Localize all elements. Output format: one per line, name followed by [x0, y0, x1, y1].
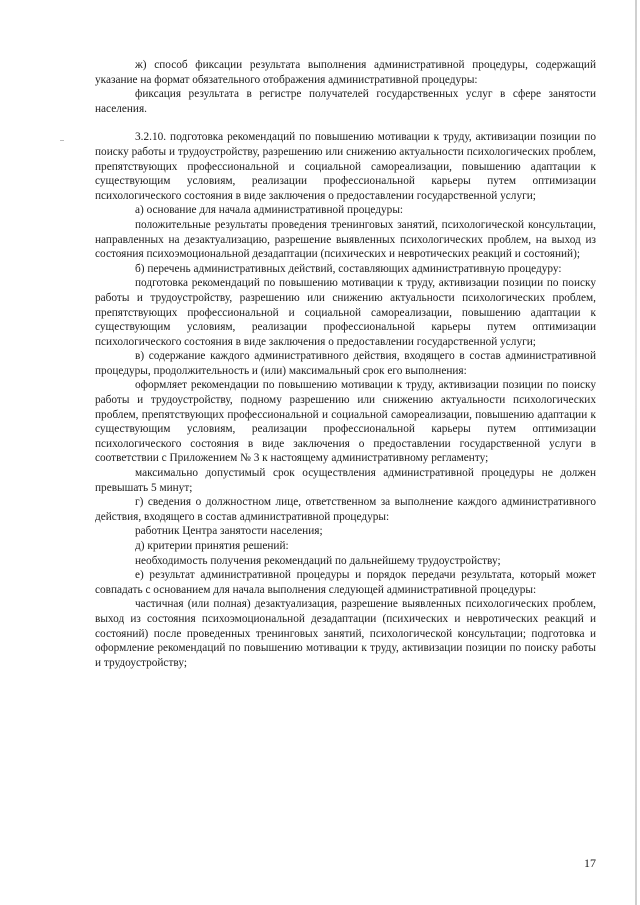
paragraph: е) результат административной процедуры и порядок передачи результата, который может совпадать с основанием для начала выполнения следующей административной процедуры:: [95, 569, 596, 596]
paragraph: максимально допустимый срок осуществления административной процедуры не должен превышать 5 минут;: [95, 467, 596, 494]
scan-edge: [635, 0, 637, 905]
paragraph: частичная (или полная) дезактуализация, разрешение выявленных психологических проблем, выход из состояния психоэмоциональной дезадаптации (психических и невротических реакций и состояний) после проведенных тренинговых занятий, психологической консультации; подготовка и оформление рекомендаций по повышению мотивации к труду, активизации позиции по поиску работы и трудоустройству;: [95, 598, 596, 669]
paragraph: д) критерии принятия решений:: [135, 540, 289, 552]
section-heading: 3.2.10. подготовка рекомендаций по повышению мотивации к труду, активизации позиции по поиску работы и трудоустройству, разрешению или снижению актуальности психологических проблем, препятствующих профессиональной и социальной самореализации, повышению адаптации к существующим условиям, реализации профессиональной карьеры путем оптимизации психологического состояния в виде заключения о предоставлении государственной услуги;: [95, 131, 596, 202]
spacer: [95, 116, 596, 130]
paragraph: г) сведения о должностном лице, ответственном за выполнение каждого административного действия, входящего в состав административной процедуры:: [95, 496, 596, 523]
paragraph: фиксация результата в регистре получателей государственных услуг в сфере занятости населения.: [95, 88, 596, 115]
paragraph: подготовка рекомендаций по повышению мотивации к труду, активизации позиции по поиску работы и трудоустройству, разрешению или снижению актуальности психологических проблем, препятствующих профессиональной и социальной самореализации, повышению адаптации к существующим условиям, реализации профессиональной карьеры путем оптимизации психологического состояния в виде заключения о предоставлении государственной услуги;: [95, 277, 596, 348]
page-number: 17: [584, 856, 596, 870]
paragraph: положительные результаты проведения тренинговых занятий, психологической консультации, направленных на дезактуализацию, разрешение выявленных психологических проблем, на выход из состояния психоэмоциональной дезадаптации (психических и невротических реакций и состояний);: [95, 218, 596, 261]
paragraph: а) основание для начала административной процедуры:: [135, 204, 404, 217]
paragraph: ж) способ фиксации результата выполнения административной процедуры, содержащий указание на формат обязательного отображения административной процедуры:: [95, 59, 596, 86]
paragraph: в) содержание каждого административного действия, входящего в состав административной процедуры, продолжительность и (или) максимальный срок его выполнения:: [95, 350, 596, 377]
section-g-continued: [95, 58, 596, 116]
paragraph: работник Центра занятости населения;: [135, 525, 323, 538]
paragraph: необходимость получения рекомендаций по дальнейшему трудоустройству;: [135, 554, 501, 567]
paragraph: оформляет рекомендации по повышению мотивации к труду, активизации позиции по поиску работы и трудоустройству, подному разрешению или снижению актуальности психологических проблем, препятствующих профессиональной и социальной самореализации, повышению адаптации к существующим условиям, реализации профессиональной карьеры путем оптимизации психологического состояния в виде заключения о предоставлении государственной услуги в соответствии с Приложением № 3 к настоящему административному регламенту;: [95, 379, 596, 465]
section-3-2-10: [95, 130, 596, 670]
paragraph: б) перечень административных действий, составляющих административную процедуру:: [135, 262, 562, 275]
scan-mark: [60, 140, 64, 141]
